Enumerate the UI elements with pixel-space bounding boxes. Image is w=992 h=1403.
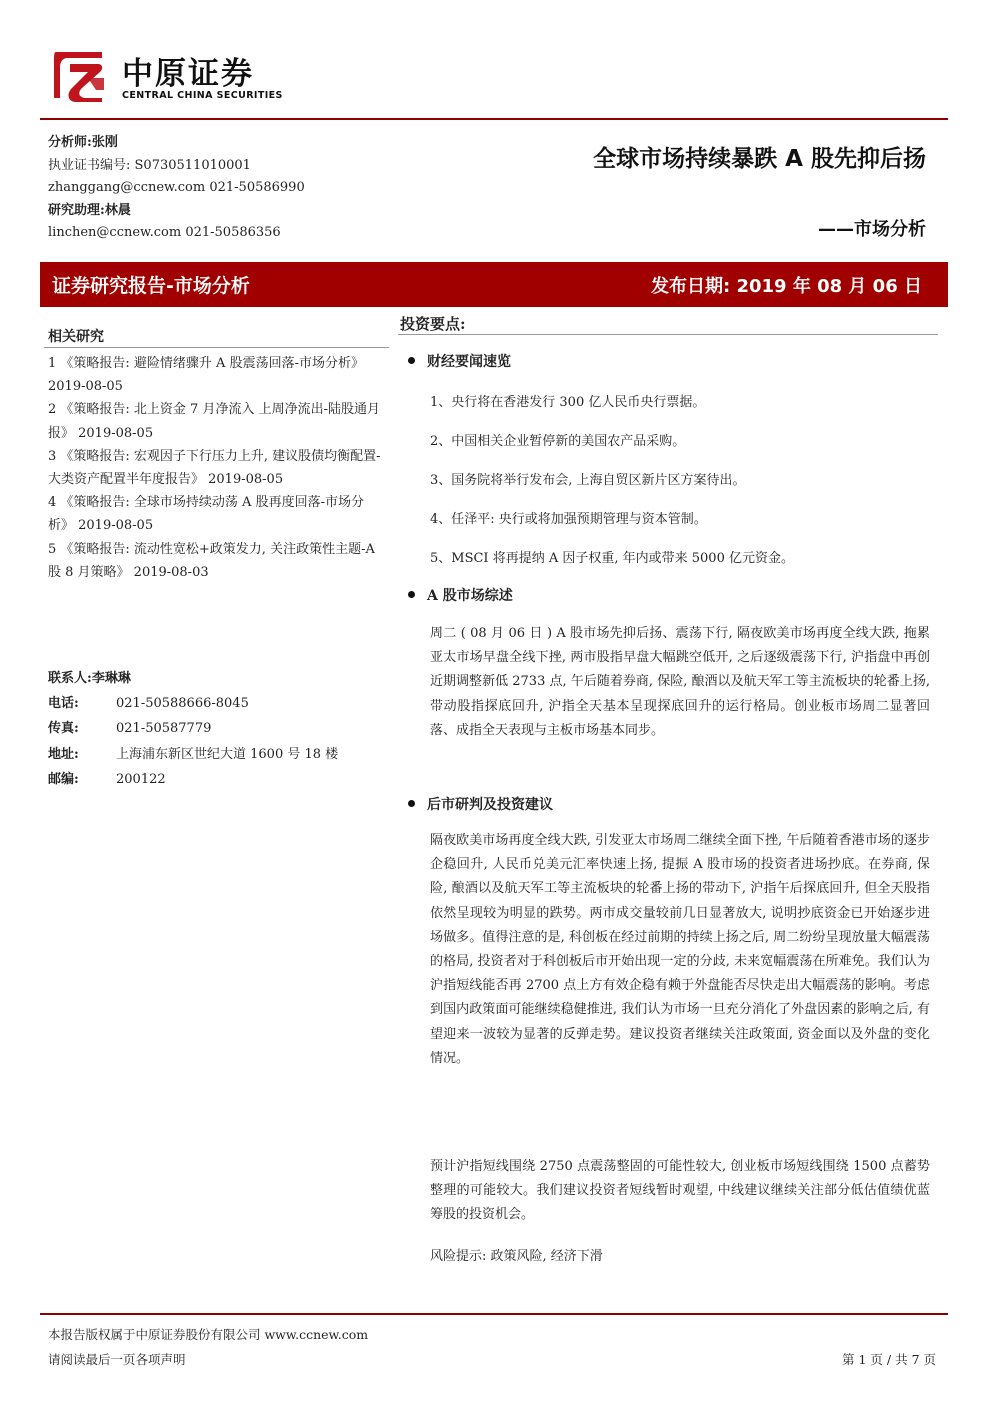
contact-phone-row xyxy=(48,691,388,716)
publish-date: 发布日期: 2019 年 08 月 06 日 xyxy=(651,276,922,297)
related-research-list xyxy=(48,352,386,584)
section-overview-heading xyxy=(408,585,513,605)
fax-label: 传真: xyxy=(48,721,79,737)
assistant-contact: linchen@ccnew.com 021-50586356 xyxy=(48,225,281,240)
report-subtitle: ——市场分析 xyxy=(818,219,926,240)
analyst-name: 张刚 xyxy=(91,135,118,150)
market-overview-paragraph: 周二 ( 08 月 06 日 ) A 股市场先抑后扬、震荡下行, 隔夜欧美市场再度全线大跌, 拖累亚太市场早盘全线下挫, 两市股指早盘大幅跳空低开, 之后逐级震荡下行, 沪指盘中再创近期调整新低 2733 点, 午后随着券商, 保险, 酿酒以及航天军工等主流板块的轮番上扬, 带动股指探底回升, 沪指全天基本呈现探底回升的运行格局。创业板市场周二显著回落、成指全天表现与主板市场基本同步。 xyxy=(430,626,930,738)
related-item[interactable]: 4 《策略报告: 全球市场持续动荡 A 股再度回落-市场分析》 2019-08-05 xyxy=(48,495,364,534)
related-item[interactable]: 1 《策略报告: 避险情绪骤升 A 股震荡回落-市场分析》 2019-08-05 xyxy=(48,356,364,395)
footer-notice: 请阅读最后一页各项声明 xyxy=(48,1352,186,1367)
contact-fax-row xyxy=(48,716,388,741)
zip-label: 邮编: xyxy=(48,771,79,787)
analyst-contact: zhanggang@ccnew.com 021-50586990 xyxy=(48,180,305,195)
footer-copyright: 本报告版权属于中原证券股份有限公司 www.ccnew.com xyxy=(48,1327,369,1342)
fax-value: 021-50587779 xyxy=(116,721,212,737)
section-news-heading xyxy=(408,351,511,371)
section-overview-title: A 股市场综述 xyxy=(427,588,513,604)
related-item[interactable]: 5 《策略报告: 流动性宽松+政策发力, 关注政策性主题-A 股 8 月策略》 2019-08-03 xyxy=(48,541,375,580)
phone-value: 021-50588666-8045 xyxy=(116,696,249,712)
header-divider xyxy=(40,118,948,120)
bullet-icon xyxy=(408,357,415,364)
section-news-title: 财经要闻速览 xyxy=(427,354,511,370)
section-outlook-heading xyxy=(408,794,553,814)
news-item: 3、国务院将举行发布会, 上海自贸区新片区方案待出。 xyxy=(430,473,746,488)
related-research-divider xyxy=(44,347,389,348)
assistant-label: 研究助理: xyxy=(48,202,105,218)
footer-divider xyxy=(40,1313,948,1315)
related-item[interactable]: 3 《策略报告: 宏观因子下行压力上升, 建议股债均衡配置-大类资产配置半年度报告》 2019-08-05 xyxy=(48,448,381,488)
logo-chinese-text: 中原证券 xyxy=(122,56,254,92)
contact-person: 李琳琳 xyxy=(91,671,131,686)
contact-person-row xyxy=(48,666,388,691)
news-item: 5、MSCI 将再提纳 A 因子权重, 年内或带来 5000 亿元资金。 xyxy=(430,551,794,566)
analyst-name-row xyxy=(48,132,388,155)
report-type: 证券研究报告-市场分析 xyxy=(52,275,250,297)
risk-warning: 风险提示: 政策风险, 经济下滑 xyxy=(430,1249,603,1264)
bullet-icon xyxy=(408,800,415,807)
zip-value: 200122 xyxy=(116,771,166,787)
news-item: 4、任泽平: 央行或将加强预期管理与资本管制。 xyxy=(430,512,707,527)
bullet-icon xyxy=(408,591,415,598)
forecast-paragraph: 预计沪指短线围绕 2750 点震荡整固的可能性较大, 创业板市场短线围绕 1500 点蓄势整理的可能较大。我们建议投资者短线暂时观望, 中线建议继续关注部分低估值绩优蓝筹股的投资机会。 xyxy=(430,1159,930,1223)
news-item: 1、央行将在香港发行 300 亿人民币央行票据。 xyxy=(430,395,706,410)
phone-label: 电话: xyxy=(48,696,79,712)
report-banner xyxy=(40,262,948,307)
analyst-cert: 执业证书编号: S0730511010001 xyxy=(48,157,251,173)
analyst-info xyxy=(48,132,388,245)
address-value: 上海浦东新区世纪大道 1600 号 18 楼 xyxy=(116,746,339,762)
contact-info xyxy=(48,666,388,792)
address-label: 地址: xyxy=(48,746,79,762)
related-research-title: 相关研究 xyxy=(48,329,104,345)
section-outlook-title: 后市研判及投资建议 xyxy=(427,797,553,813)
outlook-paragraph: 隔夜欧美市场再度全线大跌, 引发亚太市场周二继续全面下挫, 午后随着香港市场的逐步企稳回升, 人民币兑美元汇率快速上扬, 提振 A 股市场的投资者进场抄底。在券商, 保险, 酿酒以及航天军工等主流板块的轮番上扬的带动下, 沪指午后探底回升, 但全天股指依然呈现较为明显的跌势。两市成交量较前几日显著放大, 说明抄底资金已开始逐步进场做多。值得注意的是, 科创板在经过前期的持续上扬之后, 周二纷纷呈现放量大幅震荡的格局, 投资者对于科创板后市开始出现一定的分歧, 未来宽幅震荡在所难免。我们认为沪指短线能否再 2700 点上方有效企稳有赖于外盘能否尽快走出大幅震荡的影响。考虑到国内政策面可能继续稳健推进, 我们认为市场一旦充分消化了外盘因素的影响之后, 有望迎来一波较为显著的反弹走势。建议投资者继续关注政策面, 资金面以及外盘的变化情况。 xyxy=(430,833,930,1066)
key-points-divider xyxy=(398,334,938,335)
key-points-title: 投资要点: xyxy=(400,315,466,333)
contact-zip-row xyxy=(48,767,388,792)
assistant-row xyxy=(48,200,388,223)
company-logo xyxy=(48,46,328,106)
news-item: 2、中国相关企业暂停新的美国农产品采购。 xyxy=(430,434,686,449)
logo-mark-icon xyxy=(48,46,110,106)
assistant-name: 林晨 xyxy=(104,202,131,218)
page-number: 第 1 页 / 共 7 页 xyxy=(842,1352,936,1367)
report-title: 全球市场持续暴跌 A 股先抑后扬 xyxy=(593,146,926,172)
related-item[interactable]: 2 《策略报告: 北上资金 7 月净流入 上周净流出-陆股通月报》 2019-08-05 xyxy=(48,402,380,441)
logo-english-text: CENTRAL CHINA SECURITIES xyxy=(122,90,283,101)
contact-person-label: 联系人: xyxy=(48,671,92,686)
contact-address-row xyxy=(48,742,388,767)
analyst-label: 分析师: xyxy=(48,135,92,150)
